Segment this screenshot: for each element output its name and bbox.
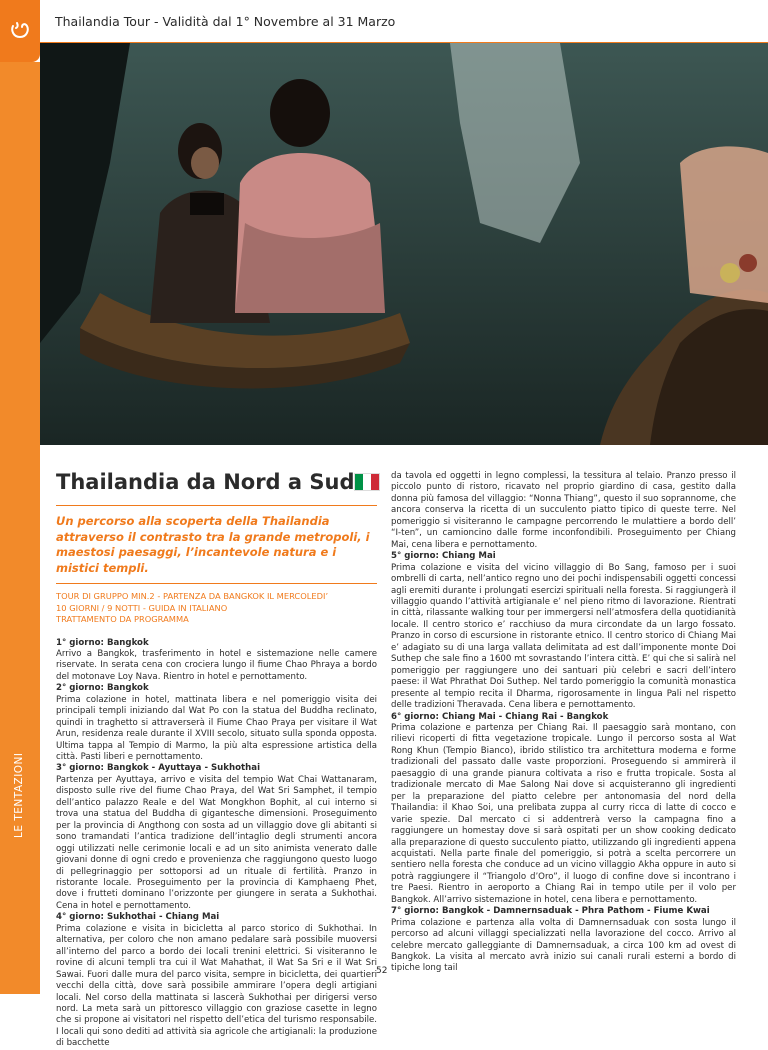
day-title: 5° giorno: Chiang Mai (391, 551, 496, 562)
floating-market-image (40, 43, 768, 445)
day-text: Prima colazione e partenza alla volta di Damnernsaduak con sosta lungo il percorso ad alcuni villaggi specializzati nella lavorazione del cocco. Arrivo al celebre mercato galleggiante di Damnernsaduak, a circa 100 km ad ovest di Bangkok. La visita al mercato avrà inizio sui canali rurali esterni a bordo di tipiche long tail (391, 917, 736, 974)
article-subtitle: Un percorso alla scoperta della Thailandia attraverso il contrasto tra la grande metropoli, i maestosi paesaggi, l’incantevole natura e i mistici templi. (56, 514, 370, 575)
day-text: Prima colazione e visita in bicicletta al parco storico di Sukhothai. In alternativa, per coloro che non amano pedalare sarà possibile muoversi all’interno del parco a bordo dei locali trenini elettrici. Si visiteranno le rovine di alcuni templi tra cui il Wat Mahathat, il Wat Sa Sri e il Wat Sri Sawai. Fuori dalle mura del parco visita, sempre in bicicletta, dei quartieri vecchi della città, dove sarà possibile ammirare l’opera degli artigiani locali. Nel corso della mattinata si lascerà Sukhothai per dirigersi verso nord. La meta sarà un pittoresco villaggio con graziose casette in legno che si propone ai visitatori nel rispetto dell’etica del turismo responsabile. I locali qui sono dediti ad attività sia agricole che artigianali: la produzione di bacchette (56, 923, 377, 1049)
tour-info-line: TOUR DI GRUPPO MIN.2 - PARTENZA DA BANGKOK IL MERCOLEDI’ (56, 591, 329, 601)
day-title: 7° giorno: Bangkok - Damnernsaduak - Phra Pathom - Fiume Kwai (391, 906, 710, 917)
tour-info-line: 10 GIORNI / 9 NOTTI - GUIDA IN ITALIANO (56, 602, 228, 613)
day-title: 4° giorno: Sukhothai - Chiang Mai (56, 912, 220, 923)
day-text: Prima colazione e visita del vicino villaggio di Bo Sang, famoso per i suoi ombrelli di carta, nell’antico regno uno dei pochi indispensabili oggetti concessi agli eremiti durante i prolungati esercizi spirituali nella foresta. Si raggiungerà il villaggio quando l’attività artigianale e’ nel pieno ritmo di lavorazione. Rientrati in città, rilassante walking tour per immergersi nell’atmosfera della quotidianità locale. Il centro storico e’ racchiuso da mura circondate da un largo fossato. Pranzo in corso di escursione in ristorante etnico. Il centro storico di Chiang Mai e’ adagiato su di una larga vallata delimitata ad est dall’imponente monte Doi Suthep che sale fino a 1600 mt sovrastando l’intera città. E’ qui che si salirà nel pomeriggio per raggiungere uno dei santuari più celebri e sacri dell’intero paese: il Wat Phrathat Doi Suthep. Nel tardo pomeriggio la comunità monastica presente al tempio recita il Dharma, rigorosamente in lingua Pali nel rispetto delle tradizioni Theravada. Cena libera e pernottamento. (391, 562, 736, 711)
photo-floating-market (40, 43, 768, 445)
brand-swirl-icon (9, 20, 31, 40)
article-left-column (56, 468, 377, 1050)
itinerary-left (56, 638, 377, 1050)
side-bar (0, 62, 40, 994)
title-divider (56, 505, 377, 506)
italian-flag-icon (354, 473, 380, 491)
page-number: 52 (376, 966, 388, 976)
day-text: Prima colazione in hotel, mattinata libera e nel pomeriggio visita dei principali templi iniziando dal Wat Po con la statua del Buddha reclinato, quindi in traghetto si attraverserà il Fiume Chao Praya per visitare il Wat Arun, residenza reale durante il XVIII secolo, situato sulla sponda opposta. Ultima tappa al Tempio di Marmo, la più alta espressione artistica della città. Pasti liberi e pernottamento. (56, 694, 377, 763)
day-text: Arrivo a Bangkok, trasferimento in hotel e sistemazione nelle camere riservate. In serata cena con crociera lungo il fiume Chao Phraya a bordo del motonave Loy Nava. Rientro in hotel e pernottamento. (56, 648, 377, 682)
article-right-column (391, 471, 736, 975)
day-text: da tavola ed oggetti in legno complessi, la tessitura al telaio. Pranzo presso il piccolo punto di ristoro, ricavato nel proprio giardino di casa, gestito dalla donna più famosa del villaggio: “Nonna Thiang”, questo il suo soprannome, che ancora conserva la ricetta di un succulento piatto tipico di queste terre. Nel pomeriggio si visiteranno le campagne percorrendo le mulattiere a bordo dell’ “I-ten”, un camioncino dalle forme inconfondibili. Proseguimento per Chiang Mai, cena libera e pernottamento. (391, 471, 736, 550)
brand-tab (0, 0, 40, 62)
tour-info-line: TRATTAMENTO DA PROGRAMMA (56, 614, 189, 624)
day-text: Prima colazione e partenza per Chiang Rai. Il paesaggio sarà montano, con rilievi ricoperti di fitta vegetazione tropicale. Lungo il percorso sosta al Wat Rong Khun (Tempio Bianco), ibrido stilistico tra architettura moderna e forme tradizionali del passato dalle vaste proporzioni. Proseguendo si ammirerà il paesaggio di una grande pianura coltivata a riso e frutta tropicale. Sosta al tradizionale mercato di Mae Salong Nai dove si acquisteranno gli ingredienti per la preparazione del piatto celebre per antonomasia del nord della Thailandia: il Khao Soi, una prelibata zuppa al curry ricca di latte di cocco e varie spezie. Dal mercato ci si addentrerà verso la campagna fino a raggiungere un homestay dove si sarà ospitati per un show cooking dedicato alla preparazione di questo succulento piatto, utilizzando gli ingredienti appena acquistati. Nella parte finale del pomeriggio, si potrà a scelta percorrere un sentiero nella foresta che conduce ad un vicino villaggio Akha oppure in auto si potrà raggiungere il “Triangolo d’Oro”, il luogo di confine dove si incontrano i tre Paesi. Rientro in aeroporto a Chiang Rai in tempo utile per il volo per Bangkok. All’arrivo sistemazione in hotel, cena libera e pernottamento. (391, 722, 736, 905)
header-title: Thailandia Tour - Validità dal 1° Novembre al 31 Marzo (55, 14, 396, 29)
day-title: 1° giorno: Bangkok (56, 637, 149, 648)
subtitle-divider (56, 583, 377, 584)
section-label: LE TENTAZIONI (13, 752, 25, 838)
day-title: 3° giorno: Bangkok - Ayuttaya - Sukhothai (56, 763, 261, 774)
day-title: 2° giorno: Bangkok (56, 683, 149, 694)
day-text: Partenza per Ayuttaya, arrivo e visita del tempio Wat Chai Wattanaram, disposto sulle rive del fiume Chao Praya, del Wat Sri Samphet, il tempio dell’antico palazzo Reale e del Wat Mongkhon Bophit, al cui interno si trova una statua del Buddha di gigantesche dimensioni. Proseguimento per la provincia di Angthong con sosta ad un villaggio dove gli abitanti si sono tramandati l’antica tradizione dell’intaglio degli strumenti ancora oggi utilizzati nelle cerimonie locali e ad un sito animista venerato dalle giovani donne di ogni credo e provenienza che raggiungono questo luogo di pellegrinaggio per sottoporsi ad un rituale di fertilità. Pranzo in ristorante locale. Proseguimento per la provincia di Kamphaeng Phet, dove i frutteti dominano l’orizzonte per giungere in serata a Sukhothai. Cena in hotel e pernottamento. (56, 774, 377, 911)
itinerary-right (391, 471, 736, 975)
article-title: Thailandia da Nord a Sud (56, 470, 355, 494)
day-title: 6° giorno: Chiang Mai - Chiang Rai - Bangkok (391, 711, 609, 722)
tour-info (56, 591, 377, 626)
